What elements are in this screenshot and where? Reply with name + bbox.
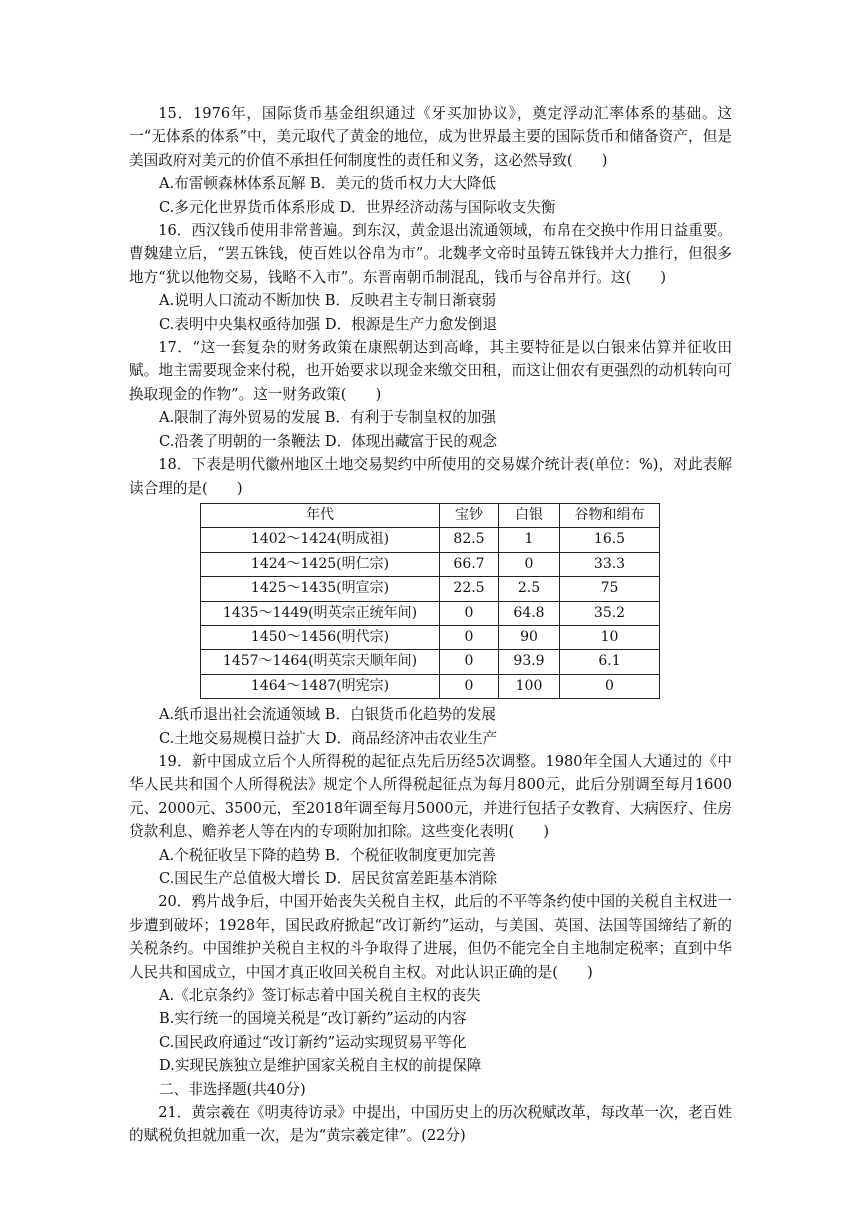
table-cell: 82.5 — [440, 528, 499, 552]
question-15-options-cd: C.多元化世界货币体系形成 D．世界经济动荡与国际收支失衡 — [159, 198, 556, 216]
question-21-stem: 21．黄宗羲在《明夷待访录》中提出，中国历史上的历次税赋改革，每改革一次，老百姓的赋税负担就加重一次，是为“黄宗羲定律”。(22分) — [129, 1104, 732, 1145]
page-content — [129, 102, 732, 1148]
table-row — [201, 552, 660, 576]
question-16-options-cd: C.表明中央集权亟待加强 D．根源是生产力愈发倒退 — [159, 315, 498, 333]
question-19-stem: 19．新中国成立后个人所得税的起征点先后历经5次调整。1980年全国人大通过的《中华人民共和国个人所得税法》规定个人所得税起征点为每月800元，此后分别调至每月1600元、2000元、3500元，至2018年调至每月5000元，并进行包括子女教育、大病医疗、住房贷款利息、赡养老人等在内的专项附加扣除。这些变化表明( ) — [129, 752, 732, 841]
table-row — [201, 674, 660, 698]
question-18-options-ab: A.纸币退出社会流通领域 B．白银货币化趋势的发展 — [159, 706, 497, 724]
question-20-stem: 20．鸦片战争后，中国开始丧失关税自主权，此后的不平等条约使中国的关税自主权进一步遭到破坏；1928年，国民政府掀起“改订新约”运动，与美国、英国、法国等国缔结了新的关税条约。中国维护关税自主权的斗争取得了进展，但仍不能完全自主地制定税率；直到中华人民共和国成立，中国才真正收回关税自主权。对此认识正确的是( ) — [129, 893, 732, 981]
table-cell: 0 — [440, 625, 499, 649]
table-cell: 0 — [499, 552, 560, 576]
question-15-options-ab: A.布雷顿森林体系瓦解 B．美元的货币权力大大降低 — [159, 175, 497, 193]
question-19-options-cd: C.国民生产总值极大增长 D．居民贫富差距基本消除 — [159, 870, 498, 887]
question-20-option-d: D.实现民族独立是维护国家关税自主权的前提保障 — [159, 1057, 482, 1075]
table-cell: 1464～1487(明宪宗) — [201, 674, 440, 698]
question-17 — [129, 336, 732, 453]
table-cell: 2.5 — [499, 577, 560, 601]
question-16-options-ab: A.说明人口流动不断加快 B．反映君主专制日渐衰弱 — [159, 292, 497, 310]
table-header-cell: 白银 — [499, 503, 560, 527]
table-cell: 33.3 — [560, 552, 660, 576]
table-row — [201, 528, 660, 552]
table-cell: 100 — [499, 674, 560, 698]
table-cell: 1435～1449(明英宗正统年间) — [201, 601, 440, 625]
table-cell: 22.5 — [440, 577, 499, 601]
question-21 — [129, 1101, 732, 1148]
table-cell: 1 — [499, 528, 560, 552]
table-cell: 10 — [560, 625, 660, 649]
table-header-row — [201, 503, 660, 527]
table-cell: 0 — [440, 650, 499, 674]
table-cell: 35.2 — [560, 601, 660, 625]
table-header-cell: 宝钞 — [440, 503, 499, 527]
question-17-stem: 17．“这一套复杂的财务政策在康熙朝达到高峰，其主要特征是以白银来估算并征收田赋。地主需要现金来付税，也开始要求以现金来缴交田租，而这让佃农有更强烈的动机转向可换取现金的作物”。这一财务政策( ) — [129, 339, 732, 403]
table-row — [201, 601, 660, 625]
table-cell: 93.9 — [499, 650, 560, 674]
question-15 — [129, 102, 732, 219]
table-cell: 0 — [440, 674, 499, 698]
table-cell: 16.5 — [560, 528, 660, 552]
table-cell: 1424～1425(明仁宗) — [201, 552, 440, 576]
table-cell: 1457～1464(明英宗天顺年间) — [201, 650, 440, 674]
table-row — [201, 650, 660, 674]
table-cell: 1450～1456(明代宗) — [201, 625, 440, 649]
question-16 — [129, 219, 732, 336]
table-header-cell: 年代 — [201, 503, 440, 527]
question-18-stem: 18．下表是明代徽州地区土地交易契约中所使用的交易媒介统计表(单位：%)，对此表解读合理的是( ) — [129, 456, 732, 497]
question-18 — [129, 453, 732, 750]
question-18-options-cd: C.土地交易规模日益扩大 D．商品经济冲击农业生产 — [159, 729, 498, 747]
table-cell: 0 — [440, 601, 499, 625]
table-row — [201, 625, 660, 649]
table-cell: 1425～1435(明宣宗) — [201, 577, 440, 601]
question-16-stem: 16．西汉钱币使用非常普遍。到东汉，黄金退出流通领域，布帛在交换中作用日益重要。曹魏建立后，“罢五铢钱，使百姓以谷帛为市”。北魏孝文帝时虽铸五铢钱并大力推行，但很多地方“犹以他物交易，钱略不入市”。东晋南朝币制混乱，钱币与谷帛并行。这( ) — [129, 222, 732, 286]
table-cell: 66.7 — [440, 552, 499, 576]
question-15-stem: 15．1976年，国际货币基金组织通过《牙买加协议》，奠定浮动汇率体系的基础。这一“无体系的体系”中，美元取代了黄金的地位，成为世界最主要的国际货币和储备资产，但是美国政府对美元的价值不承担任何制度性的责任和义务，这必然导致( ) — [129, 105, 732, 169]
question-20-option-b: B.实行统一的国境关税是“改订新约”运动的内容 — [159, 1010, 467, 1028]
question-20-option-a: A.《北京条约》签订标志着中国关税自主权的丧失 — [159, 987, 481, 1005]
table-cell: 90 — [499, 625, 560, 649]
question-19 — [129, 750, 732, 890]
table-cell: 0 — [560, 674, 660, 698]
table-cell: 6.1 — [560, 650, 660, 674]
question-20-option-c: C.国民政府通过“改订新约”运动实现贸易平等化 — [159, 1033, 467, 1051]
table-cell: 1402～1424(明成祖) — [201, 528, 440, 552]
section-heading: 二、非选择题(共40分) — [159, 1080, 306, 1098]
question-19-options-ab: A.个税征收呈下降的趋势 B．个税征收制度更加完善 — [159, 846, 497, 864]
table-row — [201, 577, 660, 601]
table-cell: 64.8 — [499, 601, 560, 625]
table-cell: 75 — [560, 577, 660, 601]
exchange-media-table — [200, 503, 660, 699]
question-20 — [129, 890, 732, 1077]
question-17-options-ab: A.限制了海外贸易的发展 B．有利于专制皇权的加强 — [159, 409, 497, 427]
table-header-cell: 谷物和绢布 — [560, 503, 660, 527]
question-17-options-cd: C.沿袭了明朝的一条鞭法 D．体现出藏富于民的观念 — [159, 432, 498, 450]
